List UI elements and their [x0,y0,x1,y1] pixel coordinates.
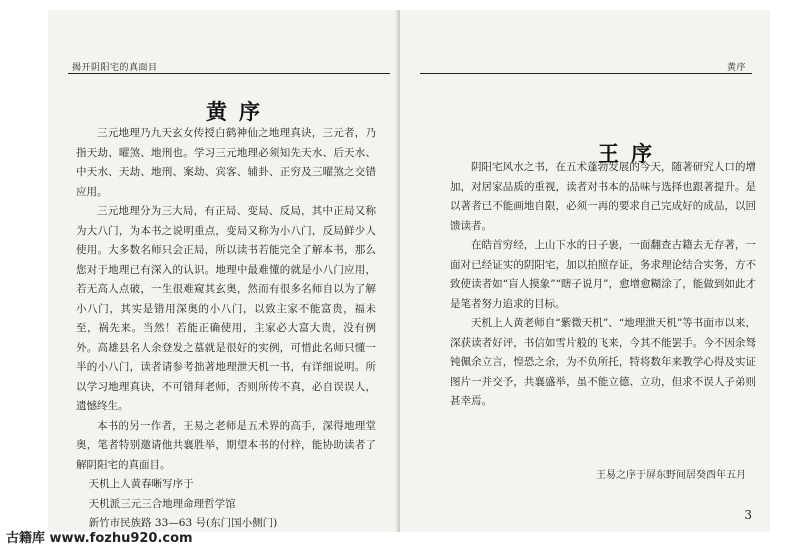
paragraph: 三元地理乃九天玄女传授白鹤神仙之地理真诀，三元者，乃指天劫、曜煞、地刑也。学习三元地理必须知先天水、后天水、中天水、天劫、地刑、案劫、宾客、辅卦、正穷及三曜煞之交错应用。 [76,127,376,198]
header-rule [420,73,752,74]
preface-body [76,124,376,534]
paragraph: 本书的另一作者，王易之老师是五术界的高手，深得地理堂奥，笔者特别邀请他共襄胜举，期望本书的付梓，能协助读者了解阴阳宅的真面目。 [76,419,376,471]
signature-line: 王易之序于屏东野间居癸酉年五月 [596,470,746,481]
paragraph: 在皓首穷经，上山下水的日子裹，一面翻查古籍去无存著，一面对已经证实的阴阳宅，加以拍照存证，务求理论结合实务，方不致使读者如“盲人摸象”“瞎子说月”，愈增愈糊涂了，能做到如此才是笔者努力追求的目标。 [450,239,756,310]
page-title: 黄序 [206,99,272,124]
running-head: 黄序 [726,63,746,73]
watermark: 古籍库 www.fozhu920.com [6,531,193,546]
page-number: 3 [744,508,752,522]
running-head: 揭开阴阳宅的真面目 [72,63,158,73]
page-title: 王序 [598,141,664,166]
paragraph: 天机上人黄老师自“紫微天机”、“地理泄天机”等书面市以来，深获读者好评，书信如雪片般的飞来，今其不能罢手。今不因余驽钝佩余立言，惶恐之余，为不负所托，特将数年来教学心得及实证图片一并交予，共襄盛举，虽不能立德、立功，但求不误人子弟则甚幸焉。 [450,317,756,407]
paragraph: 三元地理分为三大局，有正局、变局、反局，其中正局又称为大八门，为本书之说明重点，变局又称为小八门，反局鲜少人使用。大多数名师只会正局，所以读书若能完全了解本书，那么您对于地理已有深入的认识。地理中最难懂的就是小八门应用，若无高人点破，一生很难窥其玄奥，然而有很多名师自以为了解小八门，其实是错用深奥的小八门，以致主家不能富贵，福未至，祸先来。当然！若能正确使用，主家必大富大贵，没有例外。高雄县名人余登发之墓就是很好的实例，可惜此名师只懂一半的小八门，读者请参考拙著地理泄天机一书，有详细说明。所以学习地理真诀，不可错拜老师，否则所传不真，必自误误人，遗憾终生。 [76,205,376,412]
signature-line: 天机上人黄春晰写序于 [88,478,194,490]
preface-body [450,158,756,412]
header-rule [68,73,390,74]
right-page [400,10,770,532]
signature-line: 天机派三元三合地理命理哲学馆 [88,497,236,510]
paragraph: 阴阳宅风水之书，在五术蓬勃发展的今天，随著研究人口的增加，对居家品质的重视，读者对书本的品味与选择也跟著提升。是以著者已不能画地自限，必须一再的要求自己完成好的成品，以回馈读者。 [450,161,756,232]
left-page [48,10,400,532]
signature-line: 新竹市民族路 33—63 号(东门国小侧门) [88,517,278,529]
